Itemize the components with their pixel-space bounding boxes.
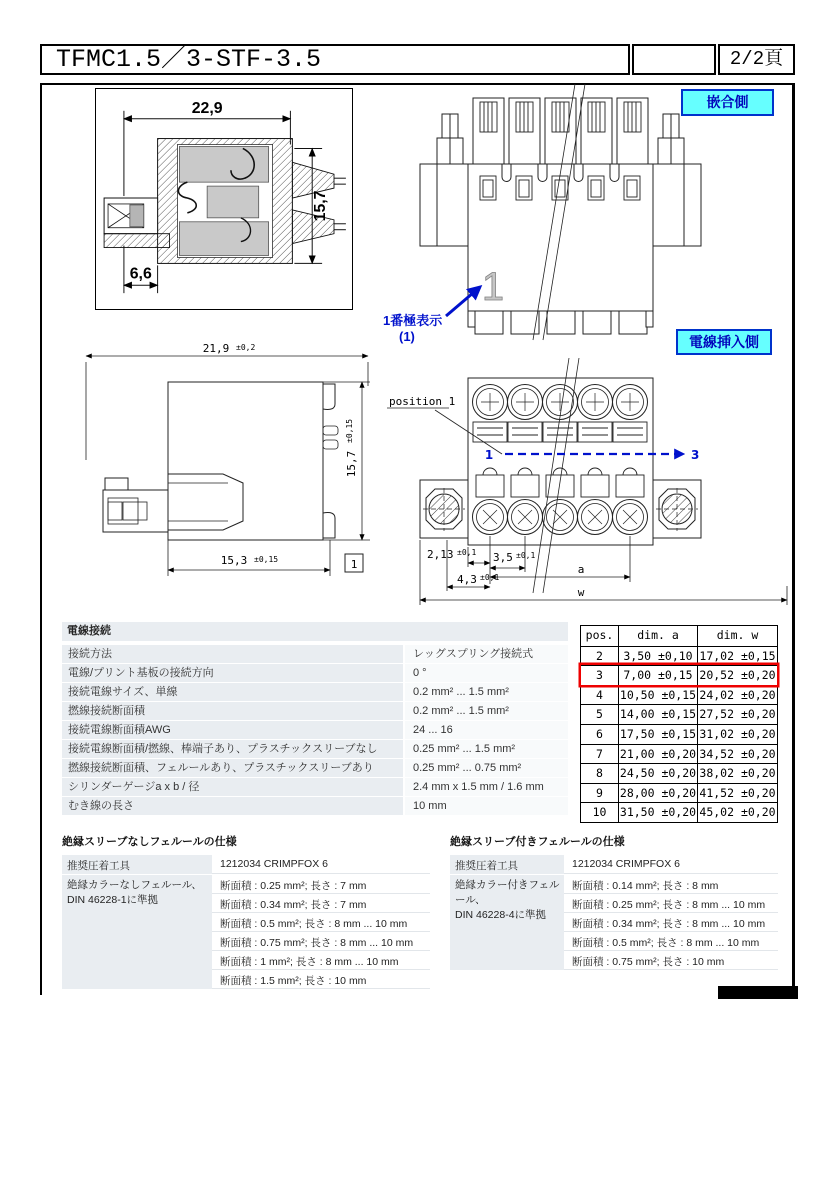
dim-table-row: 2 3,50 ±0,10 17,02 ±0,15 — [581, 646, 777, 666]
title-empty-box — [632, 44, 716, 75]
pole-1-annotation-line1: 1番極表示 — [383, 313, 443, 328]
dim-table-row: 8 24,50 ±0,20 38,02 ±0,20 — [581, 763, 777, 783]
ferrule-group-label: 絶縁カラーなしフェルール、 DIN 46228-1に準拠 — [62, 875, 212, 989]
pole-1-annotation-line2: (1) — [399, 329, 415, 344]
ferrule-with-sleeve-title: 絶縁スリーブ付きフェルールの仕様 — [450, 836, 625, 848]
dimension-table — [580, 625, 778, 823]
dim-side-width-tol: ±0,2 — [236, 343, 256, 352]
ferrule-spec: 断面積 : 0.14 mm²; 長さ : 8 mm — [564, 875, 778, 894]
ferrule-group-label: 絶縁カラー付きフェルール、 DIN 46228-4に準拠 — [450, 875, 564, 970]
dim-table-row: 3 7,00 ±0,15 20,52 ±0,20 — [581, 665, 777, 685]
dim-table-row: 9 28,00 ±0,20 41,52 ±0,20 — [581, 783, 777, 803]
spec-value: 0 ° — [405, 664, 568, 682]
dim-top-pitch-tol: ±0,1 — [516, 551, 536, 560]
page-title: TFMC1.5／3-STF-3.5 — [40, 44, 630, 75]
dim-table-header-a: dim. a — [619, 626, 698, 646]
ferrule-spec: 断面積 : 0.25 mm²; 長さ : 7 mm — [212, 875, 430, 894]
spec-row — [62, 778, 568, 796]
crimp-tool-label: 推奨圧着工具 — [450, 855, 564, 874]
spec-label: 接続電線断面積/撚線、棒端子あり、プラスチックスリーブなし — [62, 740, 405, 758]
spec-value: 2.4 mm x 1.5 mm / 1.6 mm — [405, 778, 568, 796]
spec-label: むき線の長さ — [62, 797, 405, 815]
spec-value: 24 ... 16 — [405, 721, 568, 739]
spec-value: 0.2 mm² ... 1.5 mm² — [405, 702, 568, 720]
pole-1-mark: 1 — [481, 265, 505, 309]
ferrule-with-sleeve-section — [450, 833, 778, 971]
spec-label: 電線/プリント基板の接続方向 — [62, 664, 405, 682]
crimp-tool-value: 1212034 CRIMPFOX 6 — [564, 855, 778, 874]
dim-section-height: 15,7 — [312, 190, 330, 222]
mating-side-label: 嵌合側 — [681, 89, 774, 116]
spec-value: 10 mm — [405, 797, 568, 815]
spec-label: 撚線接続断面積、フェルールあり、プラスチックスリーブあり — [62, 759, 405, 777]
dim-top-d2: 4,3 — [457, 573, 477, 586]
dim-table-header-w: dim. w — [716, 628, 759, 642]
dim-table-header — [581, 626, 777, 646]
side-view-drawing — [78, 342, 396, 594]
dim-table-row: 5 14,00 ±0,15 27,52 ±0,20 — [581, 704, 777, 724]
spec-row — [62, 683, 568, 701]
top-view-drawing — [385, 358, 797, 610]
dim-side-width: 21,9 — [202, 342, 230, 355]
dim-table-row: 6 17,50 ±0,15 31,02 ±0,20 — [581, 724, 777, 744]
spec-row — [62, 759, 568, 777]
ferrule-without-sleeve-title: 絶縁スリーブなしフェルールの仕様 — [62, 836, 237, 848]
dim-side-height-tol: ±0,15 — [345, 418, 354, 443]
ferrule-spec: 断面積 : 0.5 mm²; 長さ : 8 mm ... 10 mm — [564, 932, 778, 951]
reference-box-1: 1 — [350, 558, 358, 571]
dim-top-w: w — [577, 586, 585, 599]
ferrule-without-sleeve-section — [62, 833, 430, 990]
spec-value: レッグスプリング接続式 — [405, 645, 568, 663]
dim-side-height: 15,7 — [345, 450, 358, 478]
dim-table-row: 4 10,50 ±0,15 24,02 ±0,20 — [581, 685, 777, 705]
dim-section-width: 22,9 — [191, 99, 223, 117]
spec-label: 接続電線サイズ、単線 — [62, 683, 405, 701]
dim-top-a: a — [577, 563, 585, 576]
spec-row — [62, 721, 568, 739]
crimp-tool-label: 推奨圧着工具 — [62, 855, 212, 874]
page-number: 2/2頁 — [718, 44, 795, 75]
ferrule-spec: 断面積 : 0.5 mm²; 長さ : 8 mm ... 10 mm — [212, 913, 430, 932]
ferrule-spec: 断面積 : 0.34 mm²; 長さ : 8 mm ... 10 mm — [564, 913, 778, 932]
wire-connection-section — [62, 622, 568, 816]
pole-range-start: 1 — [484, 448, 494, 462]
spec-row — [62, 664, 568, 682]
dim-top-d1-tol: ±0,1 — [457, 548, 477, 557]
cross-section-drawing — [95, 88, 353, 310]
dim-table-header-pos: pos. — [581, 626, 619, 646]
ferrule-spec: 断面積 : 0.75 mm²; 長さ : 8 mm ... 10 mm — [212, 932, 430, 951]
spec-row — [62, 797, 568, 815]
dim-side-bottom: 15,3 — [220, 554, 248, 567]
dim-top-pitch: 3,5 — [493, 551, 513, 564]
pole-1-annotation — [383, 313, 442, 345]
ferrule-spec: 断面積 : 0.25 mm²; 長さ : 8 mm ... 10 mm — [564, 894, 778, 913]
frame-bottom-bar — [718, 986, 798, 999]
dim-table-row: 10 31,50 ±0,20 45,02 ±0,20 — [581, 802, 777, 822]
ferrule-spec: 断面積 : 1.5 mm²; 長さ : 10 mm — [212, 970, 430, 989]
ferrule-spec: 断面積 : 0.34 mm²; 長さ : 7 mm — [212, 894, 430, 913]
crimp-tool-value: 1212034 CRIMPFOX 6 — [212, 855, 430, 874]
wire-connection-title: 電線接続 — [62, 622, 568, 641]
spec-row — [62, 645, 568, 663]
dim-section-depth: 6,6 — [129, 265, 152, 283]
dim-top-d1: 2,13 — [427, 548, 454, 561]
spec-label: 接続電線断面積AWG — [62, 721, 405, 739]
wire-insertion-side-label: 電線挿入側 — [676, 329, 772, 355]
spec-row — [62, 740, 568, 758]
position-1-label: position 1 — [389, 395, 456, 408]
spec-label: 撚線接続断面積 — [62, 702, 405, 720]
spec-value: 0.25 mm² ... 0.75 mm² — [405, 759, 568, 777]
ferrule-spec: 断面積 : 1 mm²; 長さ : 8 mm ... 10 mm — [212, 951, 430, 970]
spec-value: 0.25 mm² ... 1.5 mm² — [405, 740, 568, 758]
spec-label: シリンダーゲージa x b / 径 — [62, 778, 405, 796]
spec-row — [62, 702, 568, 720]
pole-range-end: 3 — [691, 448, 700, 462]
spec-label: 接続方法 — [62, 645, 405, 663]
front-view-drawing — [415, 84, 715, 342]
dim-side-bottom-tol: ±0,15 — [254, 555, 279, 564]
dim-table-row: 7 21,00 ±0,20 34,52 ±0,20 — [581, 744, 777, 764]
spec-value: 0.2 mm² ... 1.5 mm² — [405, 683, 568, 701]
ferrule-spec: 断面積 : 0.75 mm²; 長さ : 10 mm — [564, 951, 778, 970]
dim-top-d2-tol: ±0,1 — [480, 573, 500, 582]
